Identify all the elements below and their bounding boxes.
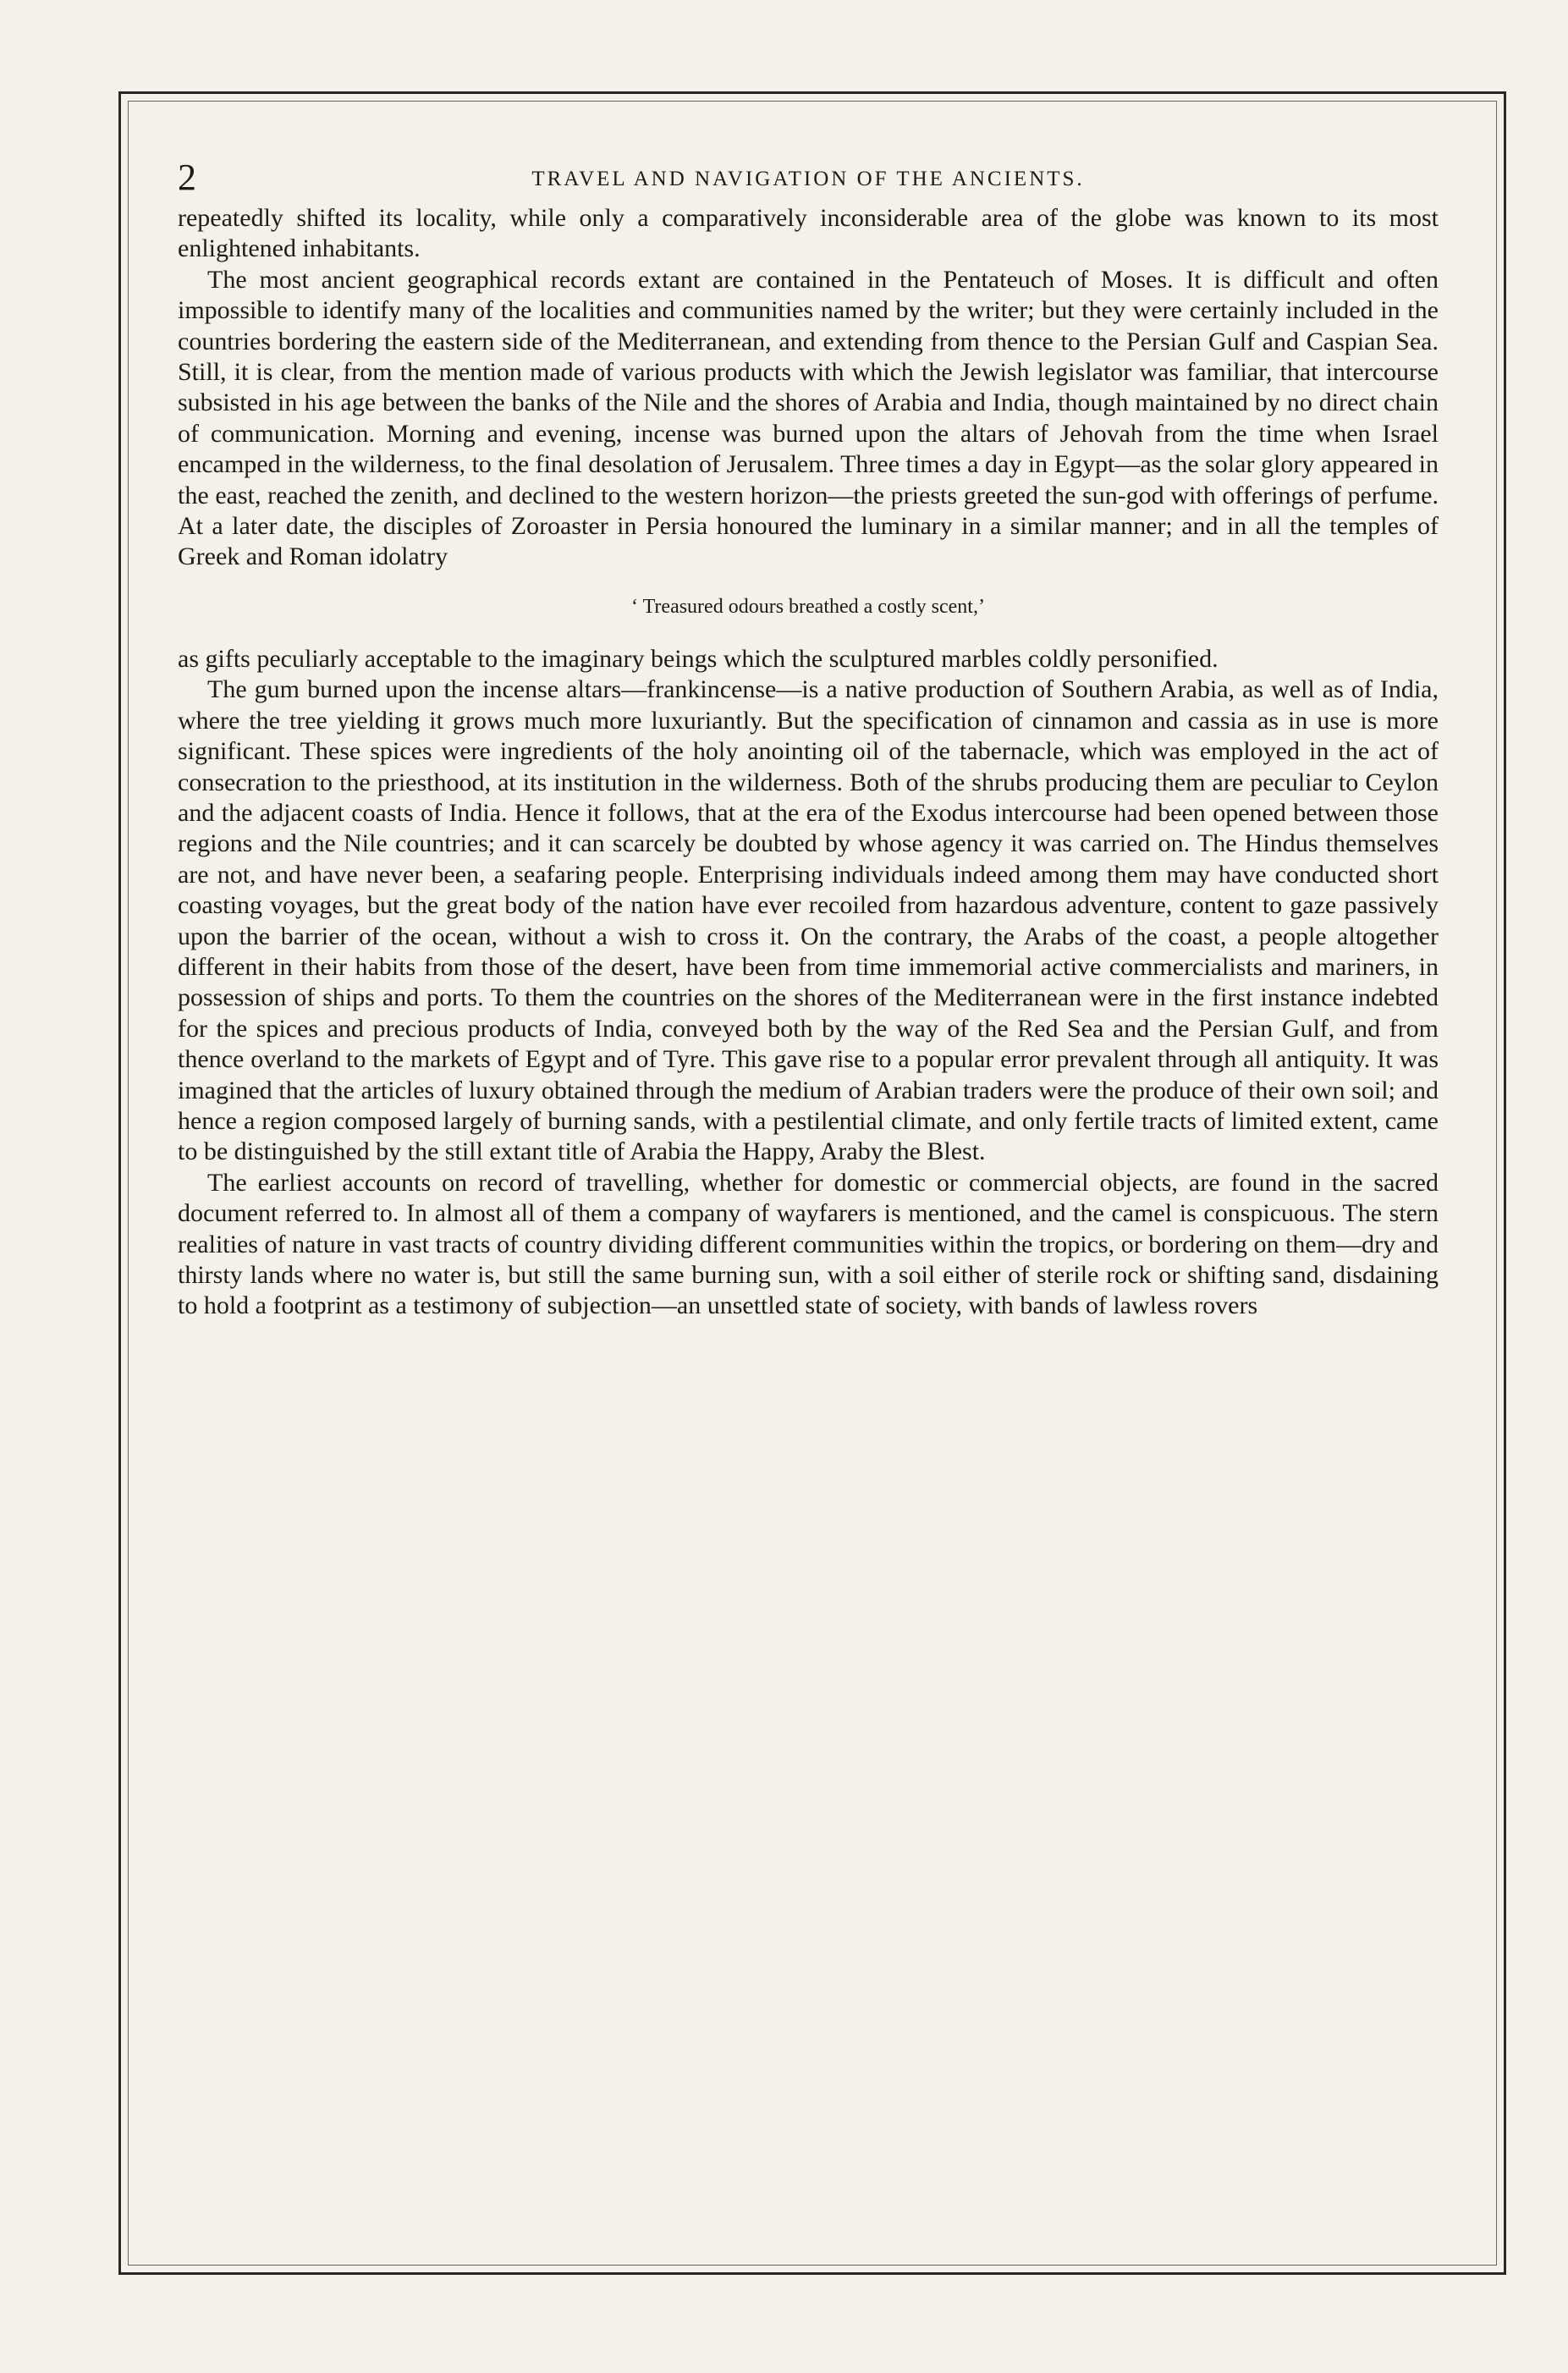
paragraph-3: as gifts peculiarly acceptable to the imaginary beings which the sculptured marbles coldly personified. [178,644,1219,673]
paragraph-5: The earliest accounts on record of travelling, whether for domestic or commercial objects, are found in the sacred document referred to. In almost all of them a company of wayfarers is mentioned, and the camel is conspicuous. The stern realities of nature in vast tracts of country dividing different communities within the tropics, or bordering on them—dry and thirsty lands where no water is, but still the same burning sun, with a soil either of sterile rock or shifting sand, disdaining to hold a footprint as a testimony of subjection—an unsettled state of society, with bands of lawless rovers [178,1168,1439,1320]
page-header [178,157,1439,198]
paragraph-2: The most ancient geographical records extant are contained in the Pentateuch of Moses. It is difficult and often impossible to identify many of the localities and communities named by the writer; but they were certainly included in the countries bordering the eastern side of the Mediterranean, and extending from thence to the Persian Gulf and Caspian Sea. Still, it is clear, from the mention made of various products with which the Jewish legislator was familiar, that intercourse subsisted in his age between the banks of the Nile and the shores of Arabia and India, though maintained by no direct chain of communication. Morning and evening, incense was burned upon the altars of Jehovah from the time when Israel encamped in the wilderness, to the final desolation of Jerusalem. Three times a day in Egypt—as the solar glory appeared in the east, reached the zenith, and declined to the western horizon—the priests greeted the sun-god with offerings of perfume. At a later date, the disciples of Zoroaster in Persia honoured the luminary in a similar manner; and in all the temples of Greek and Roman idolatry [178,265,1439,571]
body-text [178,203,1439,1322]
running-title: TRAVEL AND NAVIGATION OF THE ANCIENTS. [531,168,1085,190]
paragraph-1: repeatedly shifted its locality, while only a comparatively inconsiderable area of the globe was known to its most enlightened inhabitants. [178,204,1439,263]
paragraph-4: The gum burned upon the incense altars—frankincense—is a native production of Southern Arabia, as well as of India, where the tree yielding it grows much more luxuriantly. But the specification of cinnamon and cassia as in use is more significant. These spices were ingredients of the holy anointing oil of the tabernacle, which was employed in the act of consecration to the priesthood, at its institution in the wilderness. Both of the shrubs producing them are peculiar to Ceylon and the adjacent coasts of India. Hence it follows, that at the era of the Exodus intercourse had been opened between those regions and the Nile countries; and it can scarcely be doubted by whose agency it was carried on. The Hindus themselves are not, and have never been, a seafaring people. Enterprising individuals indeed among them may have conducted short coasting voyages, but the great body of the nation have ever recoiled from hazardous adventure, content to gaze passively upon the barrier of the ocean, without a wish to cross it. On the contrary, the Arabs of the coast, a people altogether different in their habits from those of the desert, have been from time immemorial active commercialists and mariners, in possession of ships and ports. To them the countries on the shores of the Mediterranean were in the first instance indebted for the spices and precious products of India, conveyed both by the way of the Red Sea and the Persian Gulf, and from thence overland to the markets of Egypt and of Tyre. This gave rise to a popular error prevalent through all antiquity. It was imagined that the articles of luxury obtained through the medium of Arabian traders were the produce of their own soil; and hence a region composed largely of burning sands, with a pestilential climate, and only fertile tracts of limited extent, came to be distinguished by the still extant title of Arabia the Happy, Araby the Blest. [178,675,1439,1166]
page-number: 2 [178,157,196,198]
quotation: ‘ Treasured odours breathed a costly scent,’ [631,595,985,618]
